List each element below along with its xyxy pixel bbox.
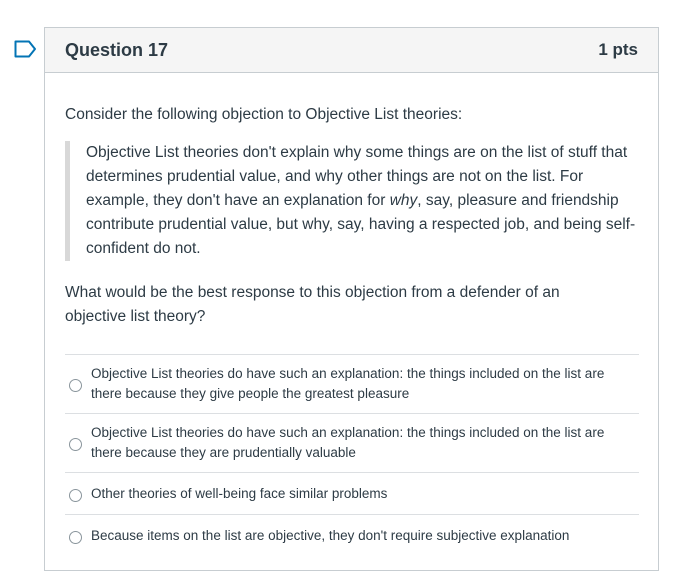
answer-label: Other theories of well-being face similar problems bbox=[91, 485, 388, 501]
question-intro: Consider the following objection to Objective List theories: bbox=[65, 106, 463, 123]
radio-button[interactable] bbox=[69, 489, 82, 502]
flag-question-icon[interactable] bbox=[14, 40, 38, 58]
question-prompt: What would be the best response to this objection from a defender of an objective list theory? bbox=[65, 284, 560, 325]
question-card bbox=[44, 27, 659, 571]
objection-blockquote bbox=[65, 141, 638, 261]
answer-option[interactable] bbox=[65, 414, 639, 473]
question-points: 1 pts bbox=[598, 40, 638, 59]
radio-button[interactable] bbox=[69, 438, 82, 451]
question-header bbox=[45, 28, 658, 73]
answer-label: Because items on the list are objective, they don't require subjective explanation bbox=[91, 528, 570, 543]
answer-label: Objective List theories do have such an explanation: the things included on the list are there because they are prudentially valuable bbox=[91, 425, 605, 460]
answer-option[interactable] bbox=[65, 515, 639, 557]
question-title: Question 17 bbox=[65, 39, 169, 60]
quote-emphasis: why bbox=[389, 192, 418, 209]
radio-button[interactable] bbox=[69, 531, 82, 544]
quote-part2: , say, pleasure and friendship contribute prudential value, but why, say, having a respected job, and being self-confident do not. bbox=[86, 192, 636, 257]
answer-label: Objective List theories do have such an explanation: the things included on the list are there because they give people the greatest pleasure bbox=[91, 366, 605, 401]
answer-option[interactable] bbox=[65, 355, 639, 414]
answer-option[interactable] bbox=[65, 473, 639, 515]
answer-list bbox=[65, 354, 639, 557]
question-body bbox=[45, 73, 658, 557]
radio-button[interactable] bbox=[69, 379, 82, 392]
quote-part1: Objective List theories don't explain why some things are on the list of stuff that determines prudential value, and why other things are not on the list. For example, they don't have an explanation for bbox=[86, 144, 628, 209]
